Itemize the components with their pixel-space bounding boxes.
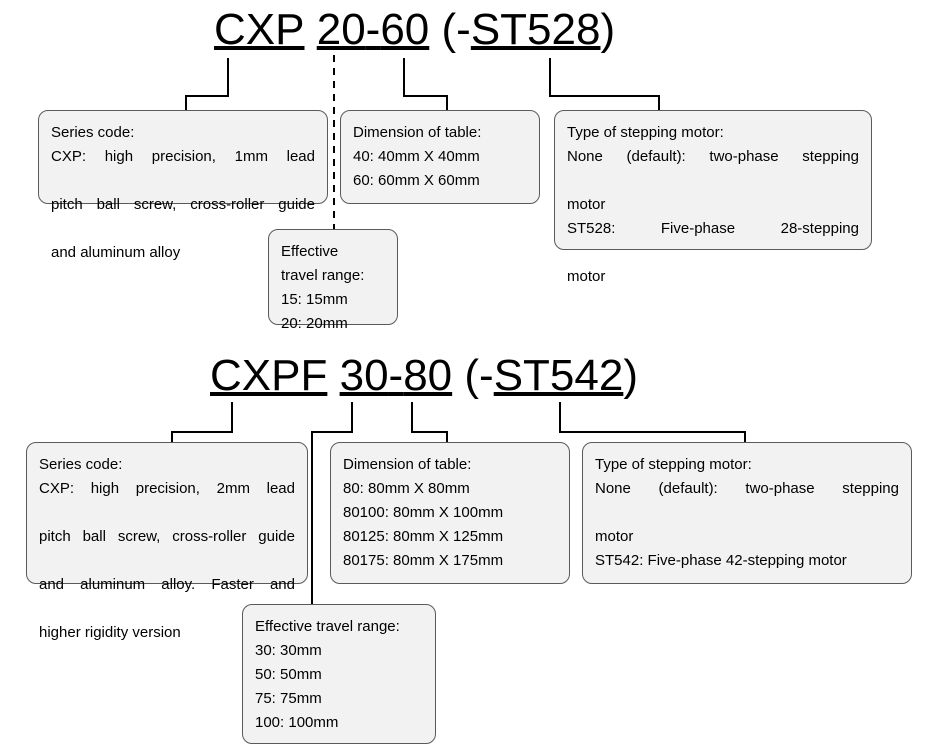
callout-line: CXP: high precision, 1mm lead [51, 148, 315, 165]
callout-heading: Type of stepping motor: [567, 124, 724, 141]
callout-line: 100: 100mm [255, 714, 339, 731]
callout-line: None (default): two-phase stepping [567, 148, 859, 165]
callout-line: CXP: high precision, 2mm lead [39, 480, 295, 497]
model-code-cxp [214, 6, 615, 54]
callout-heading: Dimension of table: [343, 456, 472, 473]
callout-line: motor [595, 528, 634, 545]
callout-effective-travel-cxp [268, 229, 398, 332]
callout-series-code-cxpf [26, 442, 308, 641]
callout-dimension-of-table-cxpf [330, 442, 570, 584]
callout-line: and aluminum alloy. Faster and [39, 576, 295, 593]
code-dash-cxpf: - [388, 351, 404, 400]
callout-line: and aluminum alloy [51, 244, 181, 261]
callout-line: pitch ball screw, cross-roller guide [39, 528, 295, 545]
callout-dimension-of-table-cxp [340, 110, 540, 204]
callout-effective-travel-cxpf [242, 604, 436, 744]
code-motor-open-cxp: (- [441, 5, 471, 54]
callout-line: 80: 80mm X 80mm [343, 480, 470, 497]
code-motor-close-cxp: ) [600, 5, 616, 54]
callout-line: 60: 60mm X 60mm [353, 172, 480, 189]
callout-heading: Series code: [39, 456, 123, 473]
callout-line: 20: 20mm [281, 315, 348, 332]
code-series-cxp: CXP [214, 5, 305, 54]
code-motor-open-cxpf: (- [464, 351, 494, 400]
code-table-cxpf: 80 [403, 351, 453, 400]
callout-line: 30: 30mm [255, 642, 322, 659]
code-dash-cxp: - [365, 5, 381, 54]
callout-stepping-motor-cxpf [582, 442, 912, 584]
code-motor-cxpf: ST542 [493, 351, 624, 400]
callout-heading: Type of stepping motor: [595, 456, 752, 473]
code-motor-cxp: ST528 [470, 5, 601, 54]
callout-line: 75: 75mm [255, 690, 322, 707]
callout-line: 80125: 80mm X 125mm [343, 528, 504, 545]
callout-line: pitch ball screw, cross-roller guide [51, 196, 315, 213]
callout-line: 15: 15mm [281, 291, 348, 308]
callout-heading: Effective [281, 243, 339, 260]
code-series-cxpf: CXPF [210, 351, 328, 400]
callout-line: 50: 50mm [255, 666, 322, 683]
callout-line: motor [567, 268, 606, 285]
callout-heading: Dimension of table: [353, 124, 482, 141]
callout-line: 80175: 80mm X 175mm [343, 552, 504, 569]
callout-heading: Effective travel range: [255, 618, 400, 635]
callout-line: ST528: Five-phase 28-stepping [567, 220, 859, 237]
callout-heading: Series code: [51, 124, 135, 141]
model-code-cxpf [210, 352, 638, 400]
code-table-cxp: 60 [380, 5, 430, 54]
code-motor-close-cxpf: ) [623, 351, 638, 400]
callout-line: travel range: [281, 267, 365, 284]
callout-line: 40: 40mm X 40mm [353, 148, 480, 165]
callout-line: ST542: Five-phase 42-stepping motor [595, 552, 847, 569]
callout-line: motor [567, 196, 606, 213]
code-travel-cxpf: 30 [339, 351, 389, 400]
code-travel-cxp: 20 [316, 5, 366, 54]
callout-stepping-motor-cxp [554, 110, 872, 285]
callout-line: None (default): two-phase stepping [595, 480, 899, 497]
callout-line: 80100: 80mm X 100mm [343, 504, 504, 521]
callout-line: higher rigidity version [39, 624, 181, 641]
